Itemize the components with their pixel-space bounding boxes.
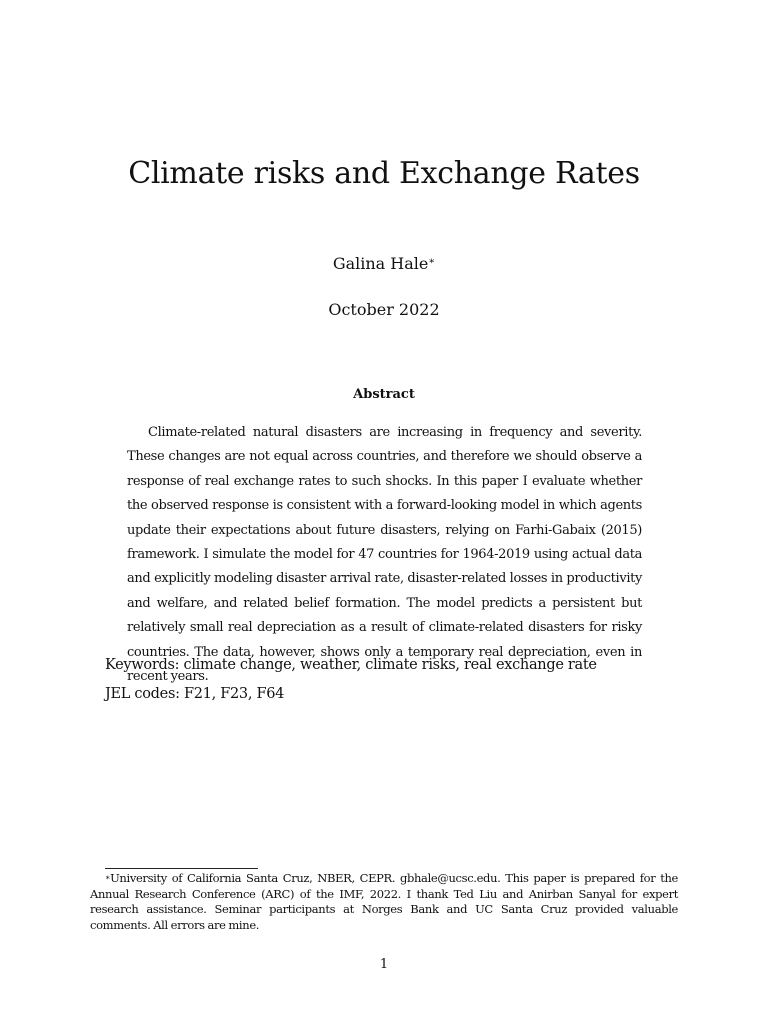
footnote xyxy=(90,871,678,933)
footnote-mark: ∗ xyxy=(105,873,111,882)
abstract-text: Climate-related natural disasters are increasing in frequency and severity. These changes are not equal across countries, and therefore we should observe a response of real exchange rates to such shocks. In this paper I evaluate whether the observed response is consistent with a forward-looking model in which agents update their expectations about future disasters, relying on Farhi-Gabaix (2015) framework. I simulate the model for 47 countries for 1964-2019 using actual data and explicitly modeling disaster arrival rate, disaster-related losses in productivity and welfare, and related belief formation. The model predicts a persistent but relatively small real depreciation as a result of climate-related disasters for risky countries. The data, however, shows only a temporary real depreciation, even in recent years. xyxy=(127,425,642,685)
author-footnote-mark: ∗ xyxy=(428,256,436,267)
footnote-text: University of California Santa Cruz, NBER, CEPR. gbhale@ucsc.edu. This paper is prepared for the Annual Research Conference (ARC) of the IMF, 2022. I thank Ted Liu and Anirban Sanyal for expert research assistance. Seminar participants at Norges Bank and UC Santa Cruz provided valuable comments. All errors are mine. xyxy=(90,871,678,932)
keywords: Keywords: climate change, weather, climate risks, real exchange rate xyxy=(105,657,597,673)
jel-codes: JEL codes: F21, F23, F64 xyxy=(105,686,285,702)
author-name: Galina Hale xyxy=(332,254,429,273)
paper-title: Climate risks and Exchange Rates xyxy=(128,156,640,191)
page-number: 1 xyxy=(379,957,389,972)
abstract-heading: Abstract xyxy=(353,387,415,402)
publication-date: October 2022 xyxy=(328,300,440,319)
author-line xyxy=(0,253,768,275)
footnote-divider xyxy=(105,868,258,869)
